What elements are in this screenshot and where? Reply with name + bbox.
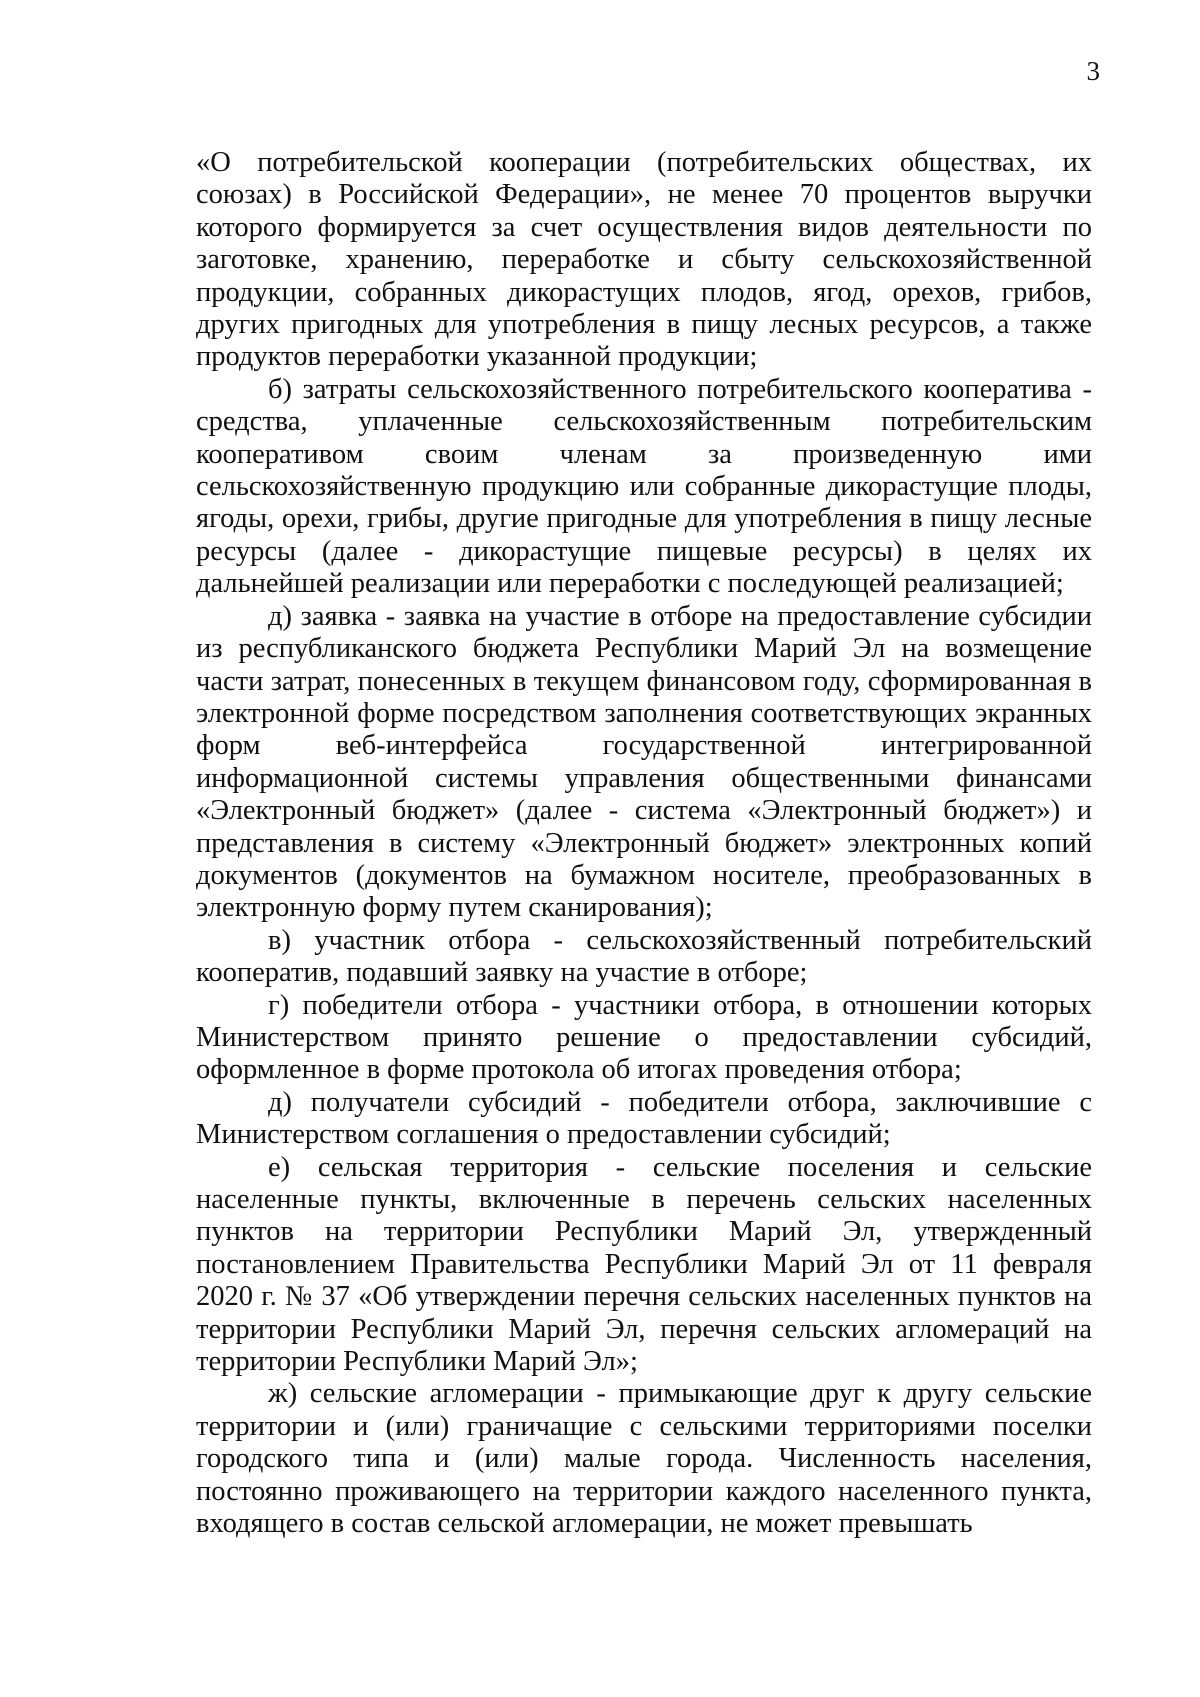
body-text (196, 147, 1092, 1540)
paragraph-g-winners: г) победители отбора - участники отбора, в отношении которых Министерством принято решение о предоставлении субсидий, оформленное в форме протокола об итогах проведения отбора; (196, 989, 1092, 1086)
paragraph-v-participant: в) участник отбора - сельскохозяйственный потребительский кооператив, подавший заявку на участие в отборе; (196, 924, 1092, 989)
paragraph-d-recipients: д) получатели субсидий - победители отбора, заключившие с Министерством соглашения о предоставлении субсидий; (196, 1086, 1092, 1151)
paragraph-zh-agglomerations: ж) сельские агломерации - примыкающие друг к другу сельские территории и (или) граничащие с сельскими территориями поселки городского типа и (или) малые города. Численность населения, постоянно проживающего на территории каждого населенного пункта, входящего в состав сельской агломерации, не может превышать (196, 1378, 1092, 1540)
page-number: 3 (1086, 56, 1100, 86)
paragraph-e-rural-territory: е) сельская территория - сельские поселения и сельские населенные пункты, включенные в перечень сельских населенных пунктов на территории Республики Марий Эл, утвержденный постановлением Правительства Республики Марий Эл от 11 февраля 2020 г. № 37 «Об утверждении перечня сельских населенных пунктов на территории Республики Марий Эл, перечня сельских агломераций на территории Республики Марий Эл»; (196, 1151, 1092, 1378)
paragraph-continuation: «О потребительской кооперации (потребительских обществах, их союзах) в Российской Федерации», не менее 70 процентов выручки которого формируется за счет осуществления видов деятельности по заготовке, хранению, переработке и сбыту сельскохозяйственной продукции, собранных дикорастущих плодов, ягод, орехов, грибов, других пригодных для употребления в пищу лесных ресурсов, а также продуктов переработки указанной продукции; (196, 147, 1092, 373)
paragraph-d-application: д) заявка - заявка на участие в отборе на предоставление субсидии из республиканского бюджета Республики Марий Эл на возмещение части затрат, понесенных в текущем финансовом году, сформированная в электронной форме посредством заполнения соответствующих экранных форм веб-интерфейса государственной интегрированной информационной системы управления общественными финансами «Электронный бюджет» (далее - система «Электронный бюджет») и представления в систему «Электронный бюджет» электронных копий документов (документов на бумажном носителе, преобразованных в электронную форму путем сканирования); (196, 600, 1092, 924)
paragraph-b-costs: б) затраты сельскохозяйственного потребительского кооператива - средства, уплаченные сельскохозяйственным потребительским кооперативом своим членам за произведенную ими сельскохозяйственную продукцию или собранные дикорастущие плоды, ягоды, орехи, грибы, другие пригодные для употребления в пищу лесные ресурсы (далее - дикорастущие пищевые ресурсы) в целях их дальнейшей реализации или переработки с последующей реализацией; (196, 373, 1092, 600)
